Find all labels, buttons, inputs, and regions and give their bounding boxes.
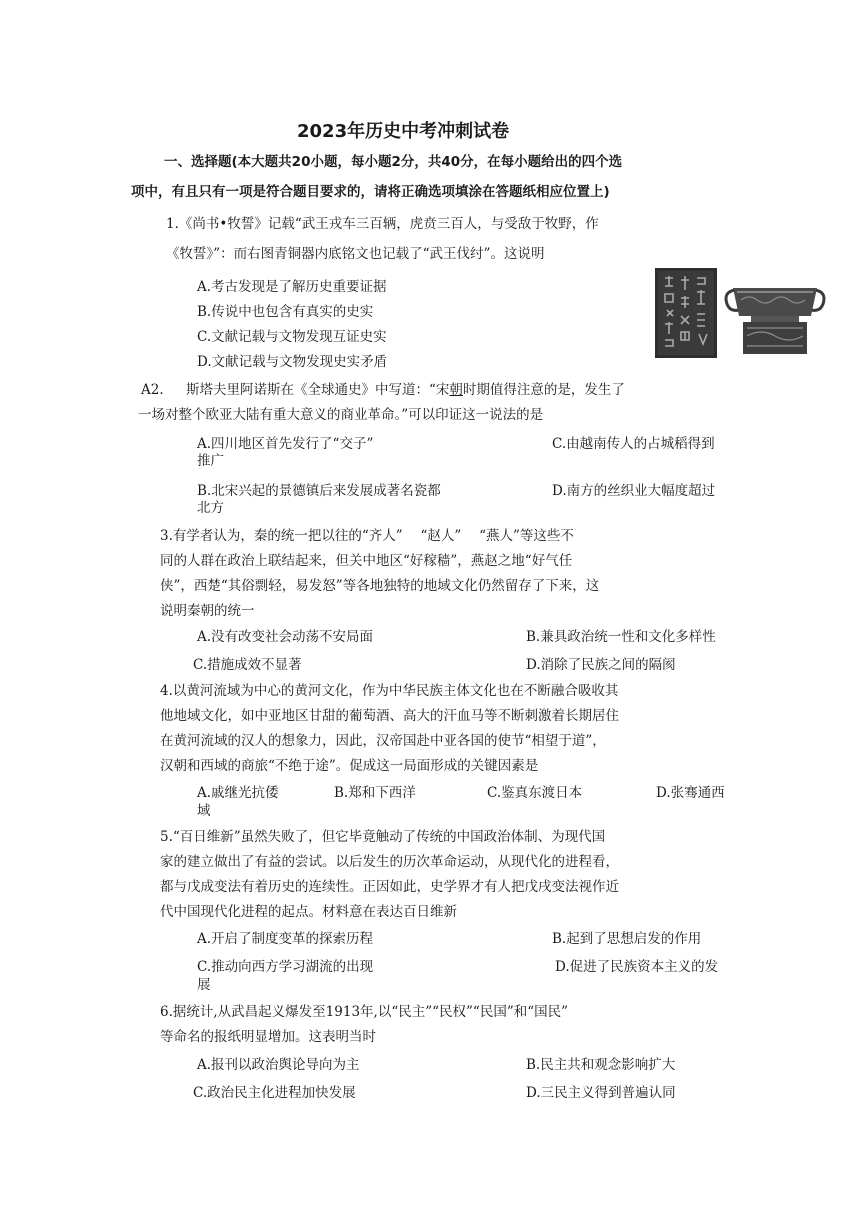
q3-option-d: D.消除了民族之间的隔阂 [526, 657, 676, 673]
q4-stem-line2: 他地域文化，如中亚地区甘甜的葡萄酒、高大的汗血马等不断刺激着长期居住 [160, 708, 619, 724]
q5-stem-line2: 家的建立做出了有益的尝试。以后发生的历次革命运动，从现代化的进程看， [160, 854, 619, 870]
q2-option-a: A.四川地区首先发行了“交子” [197, 436, 374, 452]
q5-stem-line4: 代中国现代化进程的起点。材料意在表达百日维新 [160, 904, 457, 920]
page-title: 2023年历史中考冲刺试卷 [297, 121, 510, 142]
q6-option-a: A.报刊以政治舆论导向为主 [197, 1057, 360, 1073]
q5-option-b: B.起到了思想启发的作用 [552, 931, 702, 947]
q4-option-d-wrap: 域 [197, 803, 211, 819]
q6-option-d: D.三民主义得到普遍认同 [526, 1085, 676, 1101]
q2-option-c-wrap: 推广 [197, 453, 224, 469]
q1-option-a: A.考古发现是了解历史重要证据 [197, 279, 387, 295]
q4-option-b: B.郑和下西洋 [334, 785, 416, 801]
q6-option-b: B.民主共和观念影响扩大 [526, 1057, 676, 1073]
q4-option-a: A.戚继光抗倭 [197, 785, 279, 801]
section-heading-line2: 项中，有且只有一项是符合题目要求的，请将正确选项填涂在答题纸相应位置上) [131, 184, 610, 200]
q2-option-b: B.北宋兴起的景德镇后来发展成著名瓷都 [197, 483, 441, 499]
q5-stem-line3: 都与戊成变法有着历史的连续性。正因如此，史学界才有人把戊戌变法视作近 [160, 879, 619, 895]
q4-option-d: D.张骞通西 [656, 785, 725, 801]
q4-stem-line3: 在黄河流域的汉人的想象力，因此，汉帝国赴中亚各国的使节“相望于道”， [160, 733, 606, 749]
q2-stem-line1-a: 斯塔夫里阿诺斯在《全球通史》中写道：“宋 [186, 382, 450, 398]
q1-option-b: B.传说中也包含有真实的史实 [197, 304, 374, 320]
q1-option-c: C.文献记载与文物发现互证史实 [197, 329, 387, 345]
q2-option-c: C.由越南传人的占城稻得到 [552, 436, 715, 452]
bronze-vessel-image [721, 278, 829, 358]
q3-option-b: B.兼具政治统一性和文化多样性 [526, 629, 716, 645]
q3-stem-line3: 侠”，西楚“其俗剽轻，易发怒”等各地独特的地域文化仍然留存了下来，这 [160, 578, 600, 594]
q5-option-d: D.促进了民族资本主义的发 [555, 959, 719, 975]
q2-stem-line1-b: 时期值得注意的是，发生了 [462, 382, 625, 398]
q1-stem-line1: 1.《尚书•牧誓》记载“武王戎车三百辆，虎贲三百人，与受敌于牧野，作 [166, 216, 599, 232]
inscription-rubbing-image [655, 268, 717, 358]
q4-option-c: C.鉴真东渡日本 [487, 785, 583, 801]
q5-option-c-wrap: 展 [197, 977, 211, 993]
q5-option-c: C.推动向西方学习湖流的出现 [197, 959, 374, 975]
q3-stem-line4: 说明秦朝的统一 [160, 603, 255, 619]
q6-stem-line1: 6.据统计,从武昌起义爆发至1913年,以“民主”“民权”“民国”和“国民” [160, 1004, 569, 1020]
q5-option-a: A.开启了制度变革的探索历程 [197, 931, 374, 947]
q5-stem-line1: 5.“百日维新”虽然失败了，但它毕竟触动了传统的中国政治体制、为现代国 [160, 829, 606, 845]
q6-option-c: C.政治民主化进程加快发展 [193, 1085, 356, 1101]
q3-option-c: C.措施成效不显著 [193, 657, 302, 673]
q2-stem-line1 [186, 381, 625, 399]
q2-stem-line2: 一场对整个欧亚大陆有重大意义的商业革命。”可以印证这一说法的是 [138, 407, 544, 423]
q2-number: A2. [141, 382, 164, 398]
q4-stem-line4: 汉朝和西域的商旅“不绝于途”。促成这一局面形成的关键因素是 [160, 758, 539, 774]
q4-stem-line1: 4.以黄河流域为中心的黄河文化，作为中华民族主体文化也在不断融合吸收其 [160, 683, 619, 699]
q3-option-a: A.没有改变社会动荡不安局面 [197, 629, 374, 645]
q2-stem-line1-underlined: 朝 [449, 382, 463, 398]
q6-stem-line2: 等命名的报纸明显增加。这表明当时 [160, 1029, 376, 1045]
q2-option-d-wrap: 北方 [197, 500, 224, 516]
q3-stem-line1: 3.有学者认为，秦的统一把以往的“齐人” “赵人” “燕人”等这些不 [160, 528, 574, 544]
q1-stem-line2: 《牧誓》”：而右图青铜器内底铭文也记载了“武王伐纣”。这说明 [166, 246, 545, 262]
q2-option-d: D.南方的丝织业大幅度超过 [552, 483, 716, 499]
section-heading-line1: 一、选择题(本大题共20小题，每小题2分，共40分，在每小题给出的四个选 [164, 154, 623, 170]
q3-stem-line2: 同的人群在政治上联结起来，但关中地区“好稼穑”，燕赵之地“好气任 [160, 553, 573, 569]
q1-option-d: D.文献记载与文物发现史实矛盾 [197, 354, 388, 370]
